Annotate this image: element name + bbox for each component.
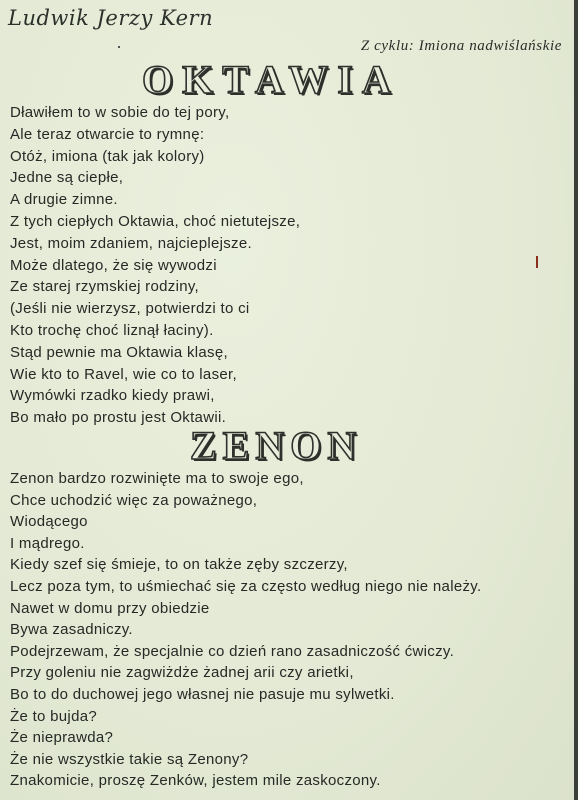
poem-line: Ze starej rzymskiej rodziny,: [10, 278, 199, 296]
poem-line: Otóż, imiona (tak jak kolory): [10, 147, 205, 165]
poem-line: Wymówki rzadko kiedy prawi,: [10, 387, 215, 405]
poem-line: Znakomicie, proszę Zenków, jestem mile zaskoczony.: [10, 772, 381, 790]
poem-line: Że nieprawda?: [10, 729, 114, 747]
poem-line: Może dlatego, że się wywodzi: [10, 256, 217, 274]
poem-line: Lecz poza tym, to uśmiechać się za często według niego nie należy.: [10, 577, 482, 595]
poem-line: Jedne są ciepłe,: [10, 169, 124, 187]
poem-line: Wie kto to Ravel, wie co to laser,: [10, 365, 237, 383]
author-name: Ludwik Jerzy Kern: [8, 6, 214, 30]
poem-body-zenon: [10, 468, 481, 792]
print-speck: [118, 46, 120, 48]
poem-line: (Jeśli nie wierzysz, potwierdzi to ci: [10, 300, 250, 318]
poem-line: Że nie wszystkie takie są Zenony?: [10, 750, 249, 768]
poem-line: Kiedy szef się śmieje, to on także zęby szczerzy,: [10, 556, 348, 574]
poem-line: Z tych ciepłych Oktawia, choć nietutejsze,: [10, 212, 301, 230]
poem-line: Dławiłem to w sobie do tej pory,: [10, 104, 230, 121]
poem-line: Że to bujda?: [10, 707, 97, 725]
page-edge: [574, 0, 578, 800]
poem-line: I mądrego.: [10, 534, 85, 552]
poem-line: Chce uchodzić więc za poważnego,: [10, 491, 258, 509]
poem-line: Bo mało po prostu jest Oktawii.: [10, 409, 227, 427]
poem-line: Stąd pewnie ma Oktawia klasę,: [10, 343, 228, 361]
poem-line: Podejrzewam, że specjalnie co dzień rano zasadniczość ćwiczy.: [10, 642, 455, 660]
poem-line: Zenon bardzo rozwinięte ma to swoje ego,: [10, 470, 304, 487]
poem-line: Kto trochę choć liznął łaciny).: [10, 321, 214, 339]
poem-line: Nawet w domu przy obiedzie: [10, 599, 210, 617]
poem-body-oktawia: [10, 102, 300, 429]
poem-title-oktawia: OKTAWIA: [142, 57, 400, 102]
poem-line: Przy goleniu nie zagwiżdże żadnej arii czy arietki,: [10, 664, 354, 682]
poem-line: Bywa zasadniczy.: [10, 621, 133, 639]
poem-line: Bo to do duchowej jego własnej nie pasuje mu sylwetki.: [10, 685, 395, 703]
poem-line: Jest, moim zdaniem, najcieplejsze.: [10, 234, 252, 252]
poem-line: A drugie zimne.: [10, 191, 118, 209]
ink-mark: [536, 256, 538, 268]
poem-line: Wiodącego: [10, 513, 88, 531]
poem-line: Ale teraz otwarcie to rymnę:: [10, 125, 205, 143]
poem-title-zenon: ZENON: [190, 423, 363, 468]
cycle-subtitle: Z cyklu: Imiona nadwiślańskie: [360, 38, 562, 54]
